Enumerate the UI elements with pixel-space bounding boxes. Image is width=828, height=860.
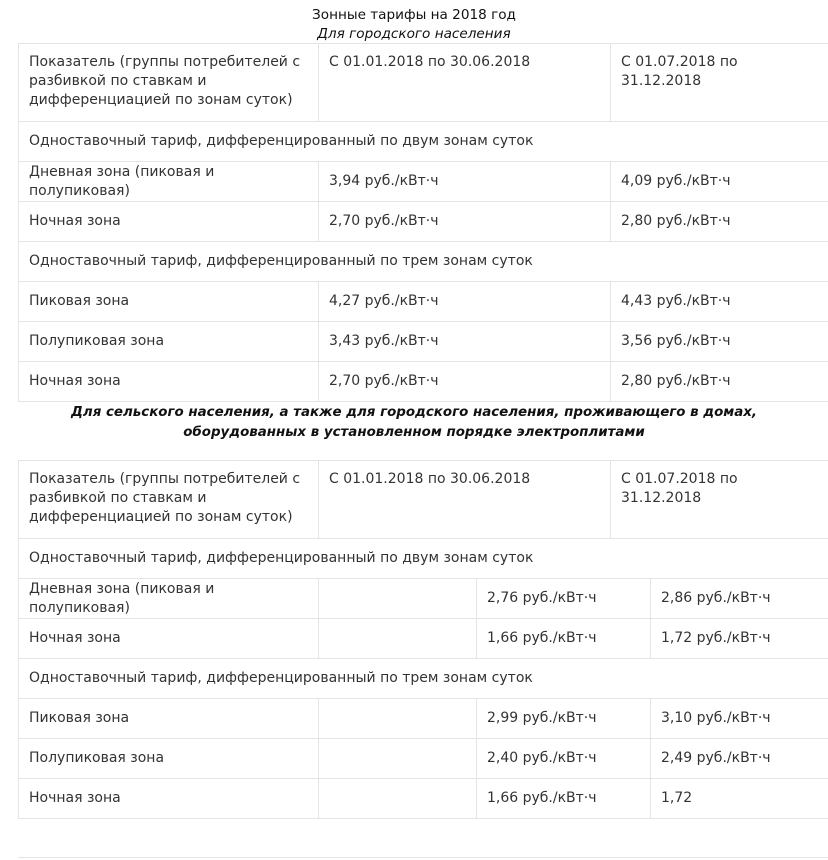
header-period-2: С 01.07.2018 по 31.12.2018 [611, 461, 828, 539]
row-value-period-2: 3,10 руб./кВт·ч [651, 699, 828, 739]
divider [18, 857, 828, 858]
header-period-2: С 01.07.2018 по 31.12.2018 [611, 44, 828, 122]
table-row [19, 779, 828, 819]
empty-cell [319, 579, 477, 619]
rural-tariff-table [18, 460, 828, 819]
section-three-zones: Одноставочный тариф, дифференцированный по трем зонам суток [19, 659, 828, 699]
row-label: Пиковая зона [19, 699, 319, 739]
section-row [19, 122, 828, 162]
page-title: Зонные тарифы на 2018 год [312, 7, 516, 23]
row-value-period-1: 1,66 руб./кВт·ч [477, 779, 651, 819]
header-period-1: С 01.01.2018 по 30.06.2018 [319, 461, 611, 539]
row-label: Полупиковая зона [19, 739, 319, 779]
table-row [19, 739, 828, 779]
row-value-period-1: 2,40 руб./кВт·ч [477, 739, 651, 779]
row-label: Дневная зона (пиковая и полупиковая) [19, 579, 319, 619]
row-value-period-1: 2,99 руб./кВт·ч [477, 699, 651, 739]
empty-cell [319, 619, 477, 659]
urban-tariff-table [18, 43, 828, 402]
empty-cell [319, 699, 477, 739]
table-row [19, 619, 828, 659]
section-two-zones: Одноставочный тариф, дифференцированный по двум зонам суток [19, 539, 828, 579]
table-row [19, 579, 828, 619]
row-value-period-1: 3,94 руб./кВт·ч [319, 162, 611, 202]
row-value-period-1: 2,70 руб./кВт·ч [319, 202, 611, 242]
section-row [19, 539, 828, 579]
row-value-period-2: 2,49 руб./кВт·ч [651, 739, 828, 779]
row-label: Дневная зона (пиковая и полупиковая) [19, 162, 319, 202]
row-value-period-1: 2,70 руб./кВт·ч [319, 362, 611, 402]
row-value-period-1: 1,66 руб./кВт·ч [477, 619, 651, 659]
row-value-period-2: 1,72 [651, 779, 828, 819]
row-label: Ночная зона [19, 619, 319, 659]
section-row [19, 659, 828, 699]
row-value-period-2: 3,56 руб./кВт·ч [611, 322, 828, 362]
header-indicator: Показатель (группы потребителей с разбивкой по ставкам и дифференциацией по зонам суток) [19, 44, 319, 122]
row-label: Ночная зона [19, 202, 319, 242]
table-row [19, 162, 828, 202]
row-value-period-2: 2,80 руб./кВт·ч [611, 362, 828, 402]
row-value-period-2: 2,80 руб./кВт·ч [611, 202, 828, 242]
row-value-period-1: 2,76 руб./кВт·ч [477, 579, 651, 619]
table-row [19, 202, 828, 242]
row-value-period-2: 2,86 руб./кВт·ч [651, 579, 828, 619]
table-row [19, 362, 828, 402]
row-value-period-2: 4,43 руб./кВт·ч [611, 282, 828, 322]
empty-cell [319, 779, 477, 819]
table-row [19, 322, 828, 362]
row-value-period-2: 1,72 руб./кВт·ч [651, 619, 828, 659]
table-header-row [19, 44, 828, 122]
row-label: Полупиковая зона [19, 322, 319, 362]
section-two-zones: Одноставочный тариф, дифференцированный по двум зонам суток [19, 122, 828, 162]
urban-subtitle: Для городского населения [317, 26, 511, 42]
row-label: Ночная зона [19, 779, 319, 819]
empty-cell [319, 739, 477, 779]
section-row [19, 242, 828, 282]
row-value-period-2: 4,09 руб./кВт·ч [611, 162, 828, 202]
rural-subtitle: Для сельского населения, а также для городского населения, проживающего в домах, оборудованных в установленном порядке электроплитами [70, 405, 757, 440]
section-three-zones: Одноставочный тариф, дифференцированный по трем зонам суток [19, 242, 828, 282]
row-value-period-1: 3,43 руб./кВт·ч [319, 322, 611, 362]
header-period-1: С 01.01.2018 по 30.06.2018 [319, 44, 611, 122]
table-header-row [19, 461, 828, 539]
row-label: Пиковая зона [19, 282, 319, 322]
table-row [19, 282, 828, 322]
row-value-period-1: 4,27 руб./кВт·ч [319, 282, 611, 322]
row-label: Ночная зона [19, 362, 319, 402]
header-indicator: Показатель (группы потребителей с разбивкой по ставкам и дифференциацией по зонам суток) [19, 461, 319, 539]
table-row [19, 699, 828, 739]
